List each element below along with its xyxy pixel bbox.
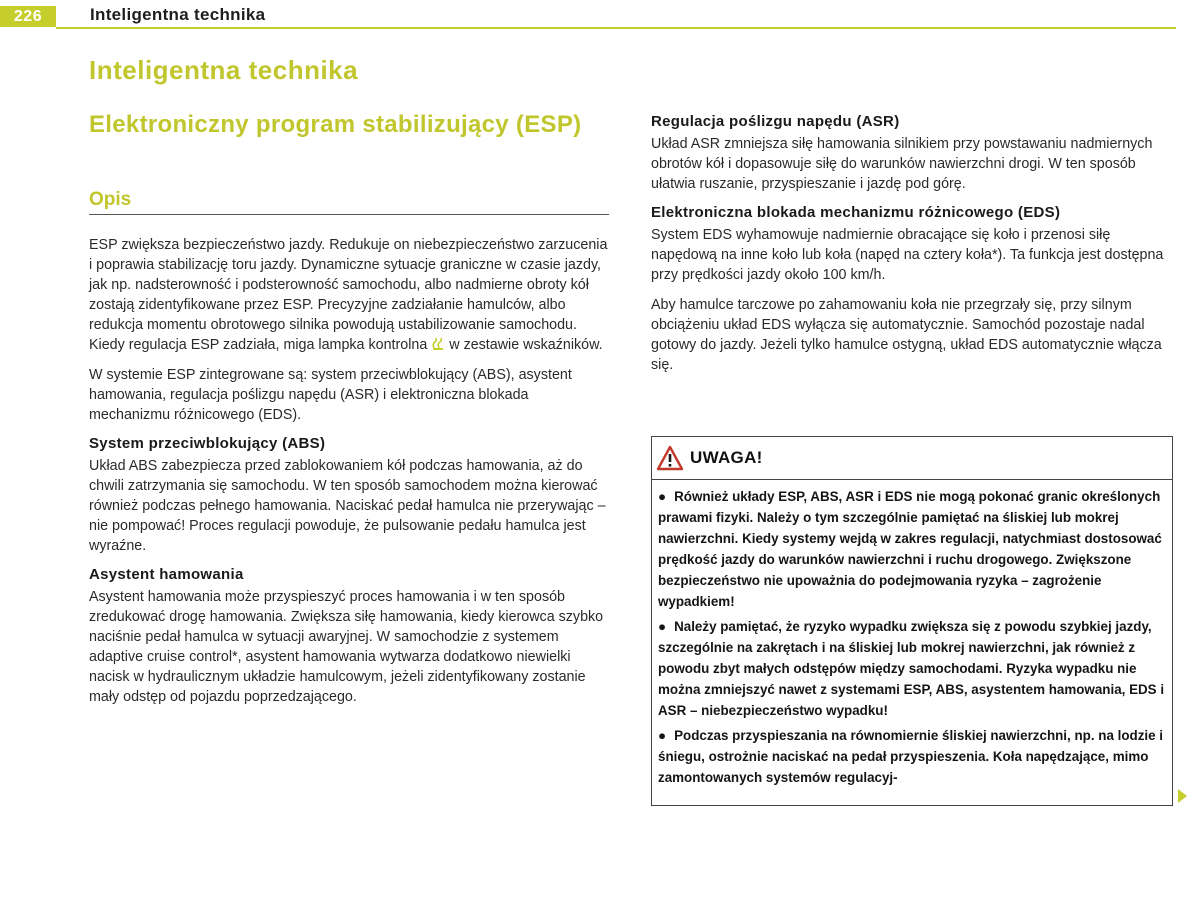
subsection-title: Opis <box>89 189 609 215</box>
page-number: 226 <box>0 6 56 27</box>
header-rule <box>56 27 1176 29</box>
left-column <box>89 235 609 717</box>
esp-description-text: ESP zwiększa bezpieczeństwo jazdy. Redukuje on niebezpieczeństwo zarzucenia i poprawia stabilizację toru jazdy. Dynamiczne sytuacje graniczne w czasie jazdy, jak np. nadsterowność i podsterowność samochodu, albo nadmierne obroty kół zostają zidentyfikowane przez ESP. Precyzyjne zadziałanie hamulców, albo redukcja momentu obrotowego silnika powodują ustabilizowanie samochodu. Kiedy regulacja ESP zadziała, miga lampka kontrolna <box>89 237 608 353</box>
warning-title: UWAGA! <box>690 448 763 467</box>
warning-item-text: Należy pamiętać, że ryzyko wypadku zwiększa się z powodu szybkiej jazdy, szczególnie na zakrętach i na śliskiej lub mokrej nawierzchni, jak również z powodu zbyt małych odstępów między samochodami. Ryzyka wypadku nie można zmniejszyć nawet z systemami ESP, ABS, asystentem hamowania, EDS i ASR – niebezpieczeństwo wypadku! <box>658 619 1165 718</box>
warning-body <box>652 480 1172 788</box>
warning-item <box>658 616 1166 721</box>
chapter-title: Inteligentna technika <box>89 55 359 85</box>
right-column <box>651 113 1173 385</box>
eds-text: System EDS wyhamowuje nadmiernie obracające się koło i przenosi siłę napędową na inne koło lub koła (napęd na cztery koła*). Ta funkcja jest dostępna przy prędkości jazdy około 100 km/h. <box>651 227 1164 283</box>
eds-heading: Elektroniczna blokada mechanizmu różnicowego (EDS) <box>651 204 1061 221</box>
eds-overheat-text: Aby hamulce tarczowe po zahamowaniu koła nie przegrzały się, przy silnym obciążeniu układ EDS wyłącza się automatycznie. Samochód pozostaje nadal gotowy do jazdy. Jeżeli tylko hamulce ostygną, układ EDS automatycznie włącza się. <box>651 297 1162 373</box>
abs-heading: System przeciwblokujący (ABS) <box>89 435 326 452</box>
esp-lamp-icon <box>431 337 445 351</box>
esp-description-tail: w zestawie wskaźników. <box>449 337 603 353</box>
warning-item-text: Podczas przyspieszania na równomiernie śliskiej nawierzchni, np. na lodzie i śniegu, ostrożnie naciskać na pedał przyspieszenia. Koła napędzające, mimo zamontowanych systemów regulacyj- <box>658 728 1163 785</box>
warning-header <box>652 437 1172 480</box>
bullet-icon: ● <box>658 728 667 743</box>
brake-assist-text: Asystent hamowania może przyspieszyć proces hamowania i w ten sposób zredukować drogę hamowania. Zwiększa siłę hamowania, kiedy kierowca szybko naciśnie pedał hamulca w sytuacji awaryjnej. W samochodzie z systemem adaptive cruise control*, asystent hamowania wytwarza dodatkowo niewielki nacisk w hydraulicznym układzie hamulcowym, jeżeli zidentyfikowany zostanie mały odstęp od pojazdu poprzedzającego. <box>89 589 604 705</box>
section-title: Elektroniczny program stabilizujący (ESP) <box>89 111 582 138</box>
next-page-arrow-icon <box>1178 789 1187 803</box>
brake-assist-heading: Asystent hamowania <box>89 566 244 583</box>
warning-box <box>651 436 1173 806</box>
abs-text: Układ ABS zabezpiecza przed zablokowaniem kół podczas hamowania, aż do chwili zatrzymania się samochodu. W ten sposób samochodem można kierować również podczas pełnego hamowania. Naciskać pedał hamulca nie przerywając – nie pompować! Proces regulacji powoduje, że pulsowanie pedału hamulca jest wyraźne. <box>89 458 606 554</box>
warning-item-text: Również układy ESP, ABS, ASR i EDS nie mogą pokonać granic określonych prawami fizyki. Należy o tym szczególnie pamiętać na śliskiej lub mokrej nawierzchni. Kiedy systemy wejdą w zakres regulacji, natychmiast dostosować prędkość jazdy do warunków nawierzchni i ruchu drogowego. Zwiększone bezpieczeństwo nie upoważnia do podejmowania ryzyka – zagrożenie wypadkiem! <box>658 489 1162 609</box>
esp-integration-text: W systemie ESP zintegrowane są: system przeciwblokujący (ABS), asystent hamowania, regulacja poślizgu napędu (ASR) i elektroniczna blokada mechanizmu różnicowego (EDS). <box>89 367 572 423</box>
bullet-icon: ● <box>658 619 667 634</box>
esp-description <box>89 235 609 355</box>
asr-heading: Regulacja poślizgu napędu (ASR) <box>651 113 900 130</box>
bullet-icon: ● <box>658 489 667 504</box>
warning-triangle-icon <box>656 445 684 471</box>
running-title: Inteligentna technika <box>90 5 266 24</box>
warning-item <box>658 486 1166 612</box>
warning-item <box>658 725 1166 788</box>
asr-text: Układ ASR zmniejsza siłę hamowania silnikiem przy powstawaniu nadmiernych obrotów kół i dopasowuje siłę do warunków nawierzchni drogi. W ten sposób ułatwia ruszanie, przyspieszanie i jazdę pod górę. <box>651 136 1153 192</box>
